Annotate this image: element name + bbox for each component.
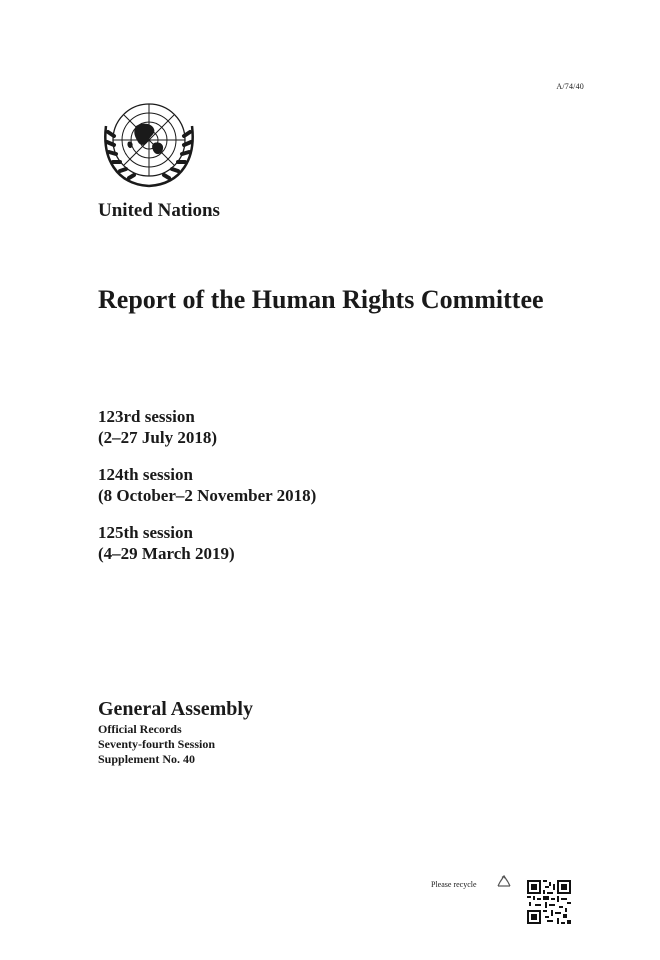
session-name: 125th session [98,523,193,542]
general-assembly-heading: General Assembly [98,698,253,720]
document-symbol: A/74/40 [556,82,584,91]
session-line: Seventy-fourth Session [98,737,216,751]
session-dates: (4–29 March 2019) [98,544,235,563]
un-emblem-icon [96,96,202,192]
session-name: 123rd session [98,407,195,426]
session-dates: (2–27 July 2018) [98,428,217,447]
official-records-block [98,722,215,767]
organization-name: United Nations [98,200,220,221]
session-item [98,406,316,448]
qr-code-icon [527,880,571,924]
supplement-line: Supplement No. 40 [98,752,196,766]
recycle-label: Please recycle [431,880,477,889]
session-name: 124th session [98,465,193,484]
session-list [98,406,316,580]
session-dates: (8 October–2 November 2018) [98,486,317,505]
report-title: Report of the Human Rights Committee [98,285,544,314]
session-item [98,522,316,564]
recycle-icon [494,873,514,893]
session-item [98,464,316,506]
records-line: Official Records [98,722,182,736]
